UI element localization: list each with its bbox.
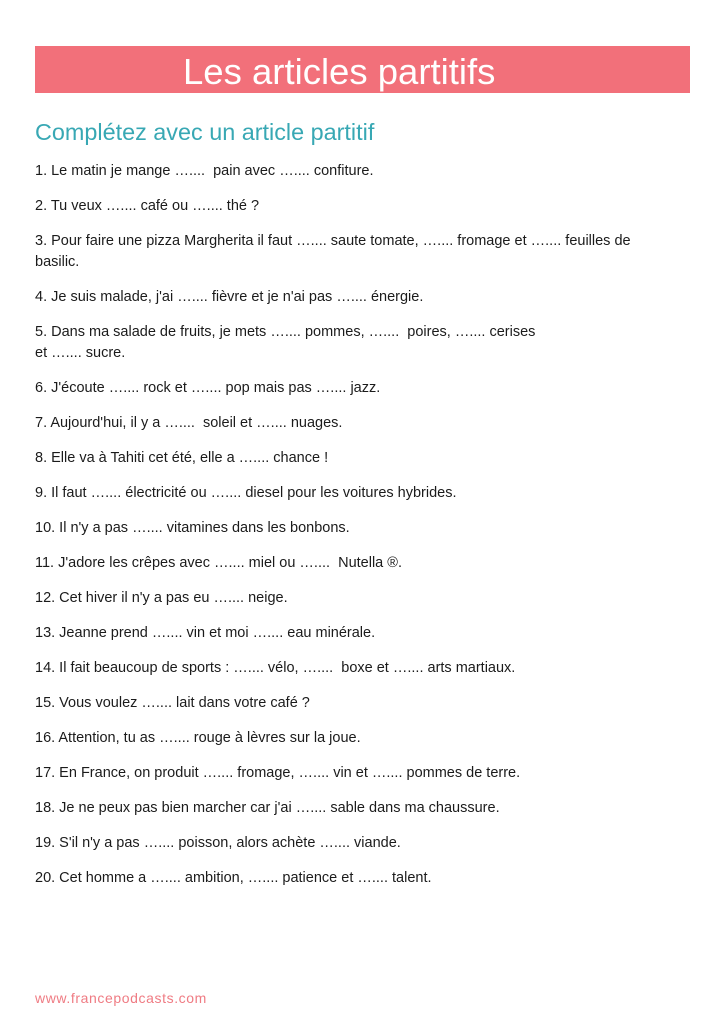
exercise-text: 8. Elle va à Tahiti cet été, elle a ….... chance !	[35, 450, 329, 466]
exercise-6	[35, 378, 705, 399]
exercise-text: 10. Il n'y a pas ….... vitamines dans les bonbons.	[35, 520, 350, 536]
page-title: Les articles partitifs	[183, 51, 496, 92]
exercise-list	[35, 161, 705, 903]
exercise-7	[35, 413, 705, 434]
exercise-text: 18. Je ne peux pas bien marcher car j'ai ….... sable dans ma chaussure.	[35, 800, 500, 816]
exercise-1	[35, 161, 705, 182]
exercise-text: 7. Aujourd'hui, il y a ….... soleil et ….... nuages.	[35, 415, 343, 431]
exercise-15	[35, 693, 705, 714]
exercise-text: 15. Vous voulez ….... lait dans votre café ?	[35, 695, 310, 711]
exercise-text: 1. Le matin je mange ….... pain avec ….... confiture.	[35, 163, 374, 179]
exercise-text: 19. S'il n'y a pas ….... poisson, alors achète ….... viande.	[35, 835, 401, 851]
exercise-3	[35, 231, 705, 273]
exercise-12	[35, 588, 705, 609]
exercise-9	[35, 483, 705, 504]
instruction-heading: Complétez avec un article partitif	[35, 119, 375, 145]
exercise-2	[35, 196, 705, 217]
exercise-text: 11. J'adore les crêpes avec ….... miel ou ….... Nutella ®.	[35, 555, 402, 571]
exercise-text: 13. Jeanne prend ….... vin et moi ….... eau minérale.	[35, 625, 376, 641]
exercise-17	[35, 763, 705, 784]
exercise-text: 2. Tu veux ….... café ou ….... thé ?	[35, 198, 260, 214]
exercise-14	[35, 658, 705, 679]
exercise-text: 5. Dans ma salade de fruits, je mets ….... pommes, ….... poires, ….... cerises	[35, 324, 536, 340]
exercise-text: 3. Pour faire une pizza Margherita il faut ….... saute tomate, ….... fromage et ….... feuilles de	[35, 233, 631, 249]
exercise-text: 16. Attention, tu as ….... rouge à lèvres sur la joue.	[35, 730, 361, 746]
footer-url[interactable]: www.francepodcasts.com	[35, 990, 207, 1006]
exercise-text-continued: et ….... sucre.	[35, 345, 126, 361]
exercise-16	[35, 728, 705, 749]
exercise-18	[35, 798, 705, 819]
exercise-11	[35, 553, 705, 574]
exercise-19	[35, 833, 705, 854]
exercise-10	[35, 518, 705, 539]
exercise-8	[35, 448, 705, 469]
exercise-text: 6. J'écoute ….... rock et ….... pop mais pas ….... jazz.	[35, 380, 381, 396]
exercise-text: 4. Je suis malade, j'ai ….... fièvre et je n'ai pas ….... énergie.	[35, 289, 424, 305]
exercise-20	[35, 868, 705, 889]
exercise-text: 14. Il fait beaucoup de sports : ….... vélo, ….... boxe et ….... arts martiaux.	[35, 660, 516, 676]
exercise-5	[35, 322, 705, 364]
exercise-text: 20. Cet homme a ….... ambition, ….... patience et ….... talent.	[35, 870, 432, 886]
exercise-text: 17. En France, on produit ….... fromage, ….... vin et ….... pommes de terre.	[35, 765, 521, 781]
exercise-text: 9. Il faut ….... électricité ou ….... diesel pour les voitures hybrides.	[35, 485, 457, 501]
title-banner	[35, 46, 690, 93]
exercise-4	[35, 287, 705, 308]
exercise-13	[35, 623, 705, 644]
exercise-text-continued: basilic.	[35, 254, 80, 270]
exercise-text: 12. Cet hiver il n'y a pas eu ….... neige.	[35, 590, 288, 606]
